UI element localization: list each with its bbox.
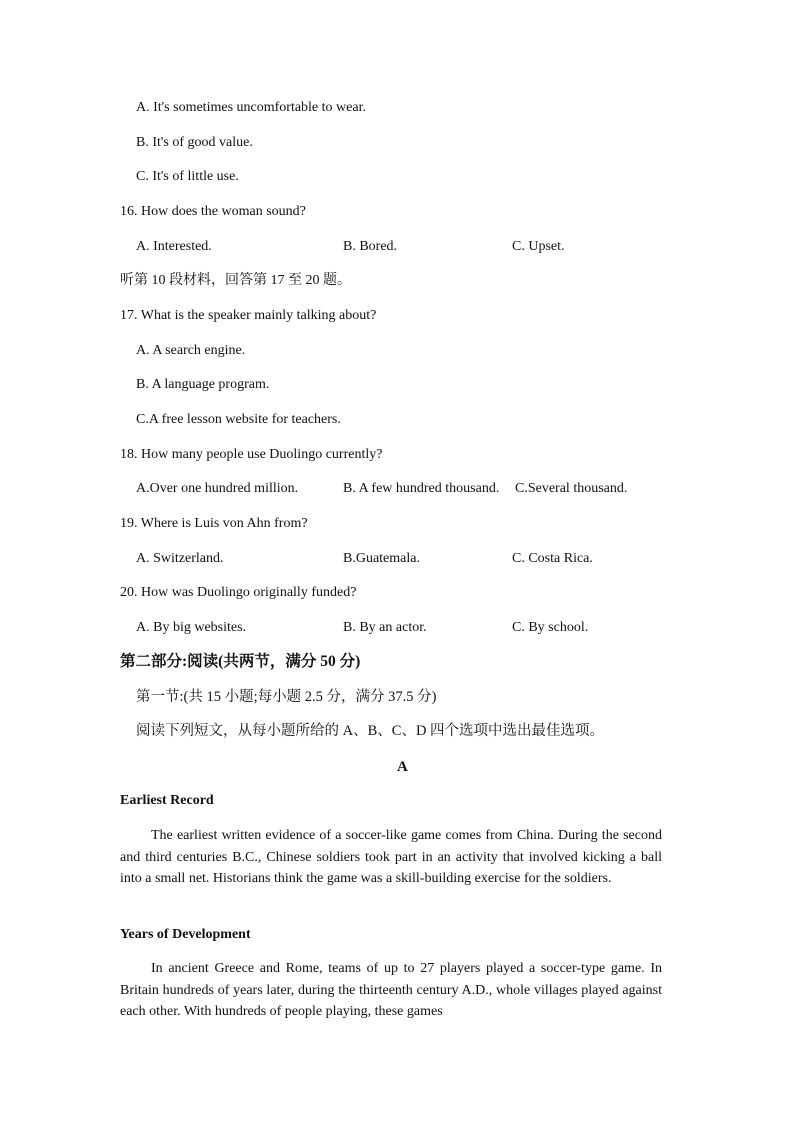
q20-question: 20. How was Duolingo originally funded?: [120, 585, 357, 600]
q15-option-a: A. It's sometimes uncomfortable to wear.: [136, 100, 366, 115]
q20-option-c: C. By school.: [512, 620, 589, 635]
section-10-instruction: 听第 10 段材料，回答第 17 至 20 题。: [120, 273, 351, 288]
paragraph-years-of-development: In ancient Greece and Rome, teams of up to 27 players played a soccer-type game. In Britain hundreds of years later, during the thirteenth century A.D., whole villages played against each other. With hundreds of people playing, these games: [120, 961, 662, 1019]
q17-option-c: C.A free lesson website for teachers.: [136, 412, 341, 427]
q17-option-b: B. A language program.: [136, 377, 270, 392]
q18-option-c: C.Several thousand.: [515, 481, 628, 496]
reading-instruction: 阅读下列短文，从每小题所给的 A、B、C、D 四个选项中选出最佳选项。: [136, 723, 605, 739]
paragraph-earliest-record: The earliest written evidence of a soccer-like game comes from China. During the second and third centuries B.C., Chinese soldiers took part in an activity that involved kicking a ball into a small net. Historians think the game was a skill-building exercise for the soldiers.: [120, 828, 662, 886]
q18-option-a: A.Over one hundred million.: [136, 481, 299, 496]
q18-option-b: B. A few hundred thousand.: [343, 481, 500, 496]
q20-option-b: B. By an actor.: [343, 620, 427, 635]
part-two-title: 第二部分:阅读(共两节，满分 50 分): [120, 653, 361, 670]
q17-question: 17. What is the speaker mainly talking about?: [120, 308, 377, 323]
q19-option-a: A. Switzerland.: [136, 551, 224, 566]
q19-option-b: B.Guatemala.: [343, 551, 420, 566]
heading-earliest-record: Earliest Record: [120, 793, 214, 808]
q15-option-b: B. It's of good value.: [136, 135, 253, 150]
q17-option-a: A. A search engine.: [136, 343, 246, 358]
q15-option-c: C. It's of little use.: [136, 169, 239, 184]
passage-letter: A: [397, 759, 408, 775]
section-one-title: 第一节:(共 15 小题;每小题 2.5 分，满分 37.5 分): [136, 689, 437, 705]
q19-question: 19. Where is Luis von Ahn from?: [120, 516, 308, 531]
q16-question: 16. How does the woman sound?: [120, 204, 306, 219]
q20-option-a: A. By big websites.: [136, 620, 247, 635]
heading-years-of-development: Years of Development: [120, 927, 251, 942]
q18-question: 18. How many people use Duolingo currently?: [120, 447, 383, 462]
q16-option-a: A. Interested.: [136, 239, 212, 254]
q16-option-c: C. Upset.: [512, 239, 565, 254]
q16-option-b: B. Bored.: [343, 239, 398, 254]
q19-option-c: C. Costa Rica.: [512, 551, 593, 566]
